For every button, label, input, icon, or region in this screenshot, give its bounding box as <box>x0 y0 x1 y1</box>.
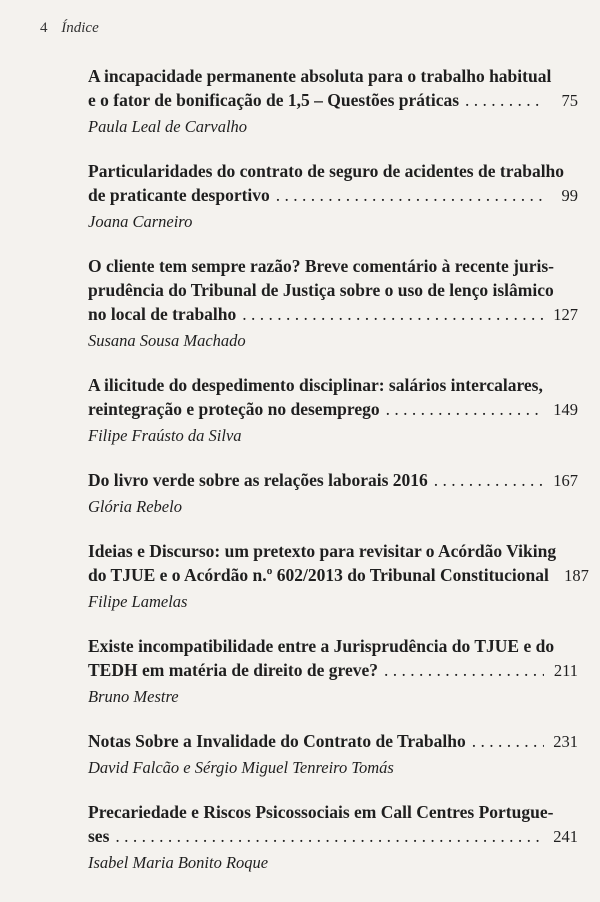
toc-entry[interactable] <box>88 159 578 234</box>
leader-dots <box>276 183 544 207</box>
toc-entry-title-last-line <box>88 563 589 588</box>
leader-dots <box>115 824 544 848</box>
toc-entry-title-line: O cliente tem sempre razão? Breve comentário à recente juris- <box>88 256 555 276</box>
toc-entry-title-last-line <box>88 397 578 422</box>
toc-entry[interactable] <box>88 373 578 448</box>
toc-entry-author: Paula Leal de Carvalho <box>88 117 248 136</box>
toc-entry[interactable] <box>88 254 578 353</box>
toc-page-number: 187 <box>564 566 589 585</box>
running-head <box>40 20 99 37</box>
toc-page-number: 99 <box>561 186 578 205</box>
toc-entry[interactable] <box>88 468 578 519</box>
leader-dots <box>384 658 544 682</box>
toc-entry-title-text: TEDH em matéria de direito de greve? <box>88 660 378 680</box>
page-number: 4 <box>40 20 48 36</box>
toc-page-number: 149 <box>553 400 578 419</box>
toc-page-number: 167 <box>553 471 578 490</box>
toc-entry-title-line: Existe incompatibilidade entre a Jurisprudência do TJUE e do <box>88 636 555 656</box>
toc-page-number: 127 <box>553 305 578 324</box>
toc-entry[interactable] <box>88 64 578 139</box>
toc-entry-title-text: no local de trabalho <box>88 304 237 324</box>
leader-dots <box>434 468 544 492</box>
leader-dots <box>386 397 544 421</box>
toc-entry-title-text: e o fator de bonificação de 1,5 – Questões práticas <box>88 90 460 110</box>
toc-entry[interactable] <box>88 729 578 780</box>
toc-page-number: 241 <box>553 827 578 846</box>
toc-entry-author: Filipe Fraústo da Silva <box>88 426 242 445</box>
toc-entry[interactable] <box>88 539 589 614</box>
toc-entry-author: Susana Sousa Machado <box>88 331 246 350</box>
toc-entry-author: David Falcão e Sérgio Miguel Tenreiro Tomás <box>88 758 394 777</box>
toc-entry-title-last-line <box>88 88 578 113</box>
toc-page-number: 211 <box>553 661 578 680</box>
toc-entry-title-last-line <box>88 729 578 754</box>
toc-entry-title-text: de praticante desportivo <box>88 185 270 205</box>
leader-dots <box>472 729 544 753</box>
toc-entry-author: Joana Carneiro <box>88 212 193 231</box>
running-head-title: Índice <box>61 20 99 36</box>
toc-entry-title-last-line <box>88 658 578 683</box>
toc-entry-title-text: ses <box>88 826 110 846</box>
toc-page-number: 231 <box>553 732 578 751</box>
toc-entry-title-last-line <box>88 468 578 493</box>
toc-entry-title-text: do TJUE e o Acórdão n.º 602/2013 do Tribunal Constitucional <box>88 565 549 585</box>
toc-entry-title-text: reintegração e proteção no desemprego <box>88 399 380 419</box>
toc-entry-title-last-line <box>88 824 578 849</box>
toc-entry-author: Filipe Lamelas <box>88 592 188 611</box>
toc-entry-author: Glória Rebelo <box>88 497 182 516</box>
toc-entry-title-line: prudência do Tribunal de Justiça sobre o uso de lenço islâmico <box>88 280 554 300</box>
toc-entry-title-text: Notas Sobre a Invalidade do Contrato de Trabalho <box>88 731 466 751</box>
toc-entry[interactable] <box>88 800 578 875</box>
toc-page-number: 75 <box>561 91 578 110</box>
toc-entry-title-last-line <box>88 302 578 327</box>
leader-dots <box>242 302 544 326</box>
toc-entry-author: Bruno Mestre <box>88 687 179 706</box>
toc-entry-title-line: Precariedade e Riscos Psicossociais em Call Centres Portugue- <box>88 802 554 822</box>
toc-entry-author: Isabel Maria Bonito Roque <box>88 853 269 872</box>
toc-entry-title-last-line <box>88 183 578 208</box>
toc-entry-title-line: Ideias e Discurso: um pretexto para revisitar o Acórdão Viking <box>88 541 557 561</box>
toc-entry-title-line: Particularidades do contrato de seguro de acidentes de trabalho <box>88 161 565 181</box>
leader-dots <box>465 88 544 112</box>
toc-entry-title-line: A incapacidade permanente absoluta para o trabalho habitual <box>88 66 552 86</box>
toc-entry[interactable] <box>88 634 578 709</box>
toc-entry-title-line: A ilicitude do despedimento disciplinar: salários intercalares, <box>88 375 543 395</box>
table-of-contents <box>88 64 589 895</box>
toc-entry-title-text: Do livro verde sobre as relações laborais 2016 <box>88 470 428 490</box>
